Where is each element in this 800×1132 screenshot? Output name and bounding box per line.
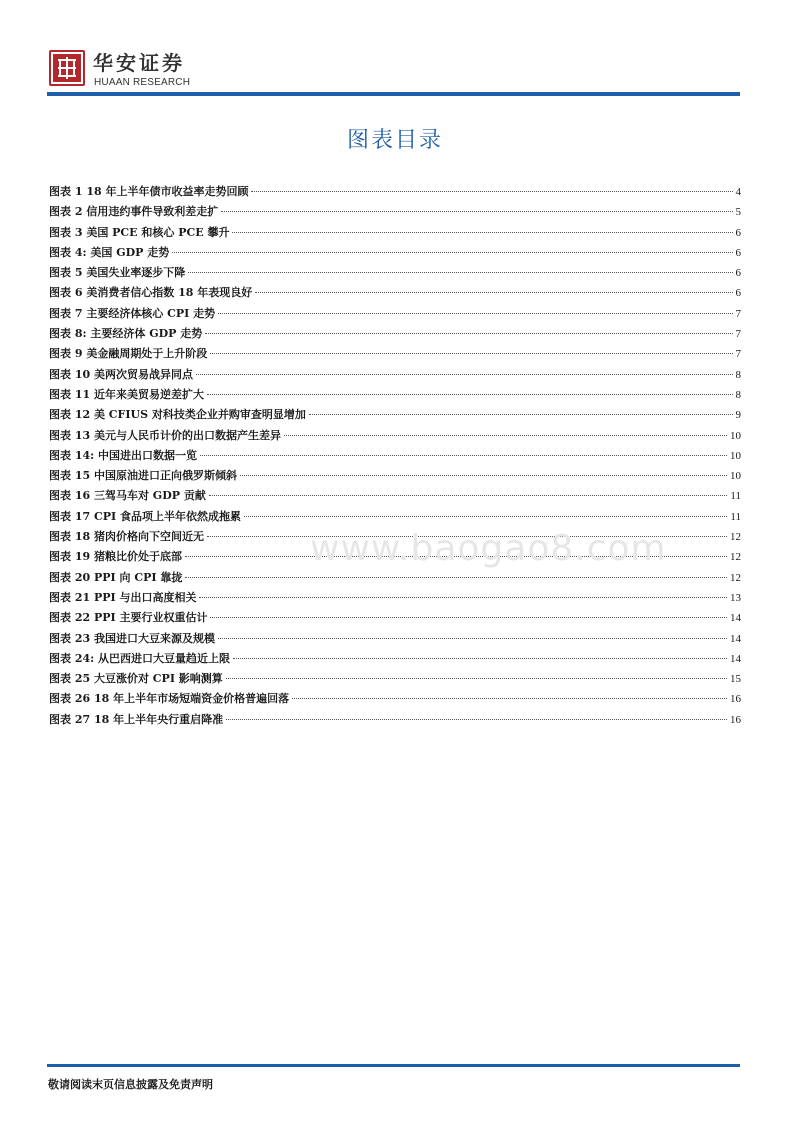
header-divider — [47, 92, 740, 96]
toc-entry-label: 图表 24: 从巴西进口大豆量趋近上限 — [49, 651, 231, 665]
toc-entry[interactable] — [49, 507, 741, 527]
toc-entry-label: 图表 16 三驾马车对 GDP 贡献 — [49, 489, 206, 503]
toc-entry[interactable] — [49, 324, 741, 344]
toc-dot-leader — [251, 190, 732, 192]
toc-entry-page-number: 10 — [730, 429, 741, 442]
toc-entry-page-number: 6 — [735, 246, 741, 259]
page-header — [0, 0, 800, 100]
toc-entry-page-number: 11 — [730, 490, 741, 503]
toc-entry-label: 图表 5 美国失业率逐步下降 — [49, 266, 186, 280]
toc-entry[interactable] — [49, 608, 741, 628]
toc-entry-page-number: 7 — [735, 307, 741, 320]
toc-dot-leader — [226, 677, 727, 679]
toc-entry[interactable] — [49, 202, 741, 222]
toc-entry-label: 图表 18 猪肉价格向下空间近无 — [49, 530, 204, 544]
toc-dot-leader — [292, 697, 727, 699]
toc-entry[interactable] — [49, 243, 741, 263]
toc-entry[interactable] — [49, 385, 741, 405]
toc-entry-page-number: 14 — [730, 632, 741, 645]
toc-entry[interactable] — [49, 588, 741, 608]
toc-entry-page-number: 9 — [735, 409, 741, 422]
toc-dot-leader — [200, 454, 727, 456]
toc-dot-leader — [210, 352, 732, 354]
page-title: 图表目录 — [346, 128, 443, 153]
toc-dot-leader — [284, 434, 727, 436]
toc-entry-page-number: 4 — [735, 186, 741, 198]
toc-entry[interactable] — [49, 649, 741, 669]
toc-dot-leader — [209, 494, 728, 496]
watermark: www.baogao8.com — [310, 528, 667, 569]
toc-entry[interactable] — [49, 426, 741, 446]
brand-name-en: HUAAN RESEARCH — [94, 77, 191, 88]
toc-entry-page-number: 14 — [730, 612, 741, 625]
toc-entry-page-number: 7 — [735, 348, 741, 361]
toc-entry-label: 图表 6 美消费者信心指数 18 年表现良好 — [49, 286, 253, 300]
toc-entry-label: 图表 20 PPI 向 CPI 靠拢 — [49, 570, 183, 584]
toc-entry-page-number: 12 — [730, 531, 741, 544]
toc-entry-page-number: 5 — [735, 206, 741, 219]
toc-entry[interactable] — [49, 446, 741, 466]
toc-entry[interactable] — [49, 689, 741, 709]
toc-dot-leader — [226, 718, 727, 720]
toc-entry[interactable] — [49, 182, 741, 202]
toc-entry[interactable] — [49, 365, 741, 385]
toc-entry[interactable] — [49, 263, 741, 283]
toc-entry-label: 图表 14: 中国进出口数据一览 — [49, 448, 198, 462]
toc-entry[interactable] — [49, 405, 741, 425]
toc-entry-page-number: 6 — [735, 287, 741, 300]
footer-disclaimer: 敬请阅读末页信息披露及免责声明 — [48, 1078, 213, 1091]
toc-dot-leader — [188, 271, 732, 273]
toc-entry-page-number: 8 — [735, 368, 741, 381]
toc-entry[interactable] — [49, 710, 741, 730]
toc-entry-page-number: 8 — [735, 388, 741, 401]
toc-entry-label: 图表 3 美国 PCE 和核心 PCE 攀升 — [49, 225, 230, 239]
toc-entry[interactable] — [49, 466, 741, 486]
toc-dot-leader — [244, 515, 727, 517]
huaan-seal-logo-icon — [49, 50, 85, 86]
toc-entry-page-number: 16 — [730, 713, 741, 726]
toc-entry[interactable] — [49, 304, 741, 324]
toc-entry-label: 图表 27 18 年上半年央行重启降准 — [49, 712, 224, 726]
toc-entry-label: 图表 8: 主要经济体 GDP 走势 — [49, 327, 203, 341]
toc-entry[interactable] — [49, 629, 741, 649]
toc-entry-page-number: 6 — [735, 267, 741, 280]
toc-dot-leader — [218, 637, 727, 639]
toc-entry[interactable] — [49, 568, 741, 588]
toc-entry-label: 图表 4: 美国 GDP 走势 — [49, 245, 170, 259]
brand-name-cn: 华安证券 — [93, 51, 185, 75]
toc-dot-leader — [232, 231, 732, 233]
toc-dot-leader — [218, 312, 732, 314]
toc-entry-page-number: 6 — [735, 226, 741, 239]
table-of-figures — [49, 182, 741, 730]
toc-dot-leader — [309, 413, 733, 415]
toc-entry-label: 图表 13 美元与人民币计价的出口数据产生差异 — [49, 428, 281, 442]
footer-divider — [47, 1064, 740, 1067]
toc-dot-leader — [240, 474, 727, 476]
toc-dot-leader — [255, 291, 732, 293]
toc-dot-leader — [221, 210, 732, 212]
toc-dot-leader — [205, 332, 732, 334]
toc-dot-leader — [210, 616, 727, 618]
toc-entry[interactable] — [49, 669, 741, 689]
toc-entry-page-number: 10 — [730, 470, 741, 483]
toc-entry-label: 图表 2 信用违约事件导致利差走扩 — [49, 205, 219, 219]
toc-dot-leader — [233, 657, 727, 659]
toc-entry-label: 图表 12 美 CFIUS 对科技类企业并购审查明显增加 — [49, 408, 306, 422]
toc-entry-page-number: 11 — [730, 510, 741, 523]
toc-entry-label: 图表 23 我国进口大豆来源及规模 — [49, 631, 215, 645]
toc-entry-page-number: 16 — [730, 693, 741, 706]
toc-entry-label: 图表 11 近年来美贸易逆差扩大 — [49, 387, 204, 401]
toc-dot-leader — [185, 576, 727, 578]
toc-entry-label: 图表 7 主要经济体核心 CPI 走势 — [49, 306, 216, 320]
toc-entry-page-number: 13 — [730, 591, 741, 604]
toc-entry-label: 图表 22 PPI 主要行业权重估计 — [49, 611, 208, 625]
toc-entry-page-number: 10 — [730, 449, 741, 462]
toc-dot-leader — [199, 596, 727, 598]
toc-entry-label: 图表 21 PPI 与出口高度相关 — [49, 590, 197, 604]
toc-entry-page-number: 7 — [735, 328, 741, 341]
toc-entry-label: 图表 25 大豆涨价对 CPI 影响测算 — [49, 672, 223, 686]
toc-entry-label: 图表 15 中国原油进口正向俄罗斯倾斜 — [49, 469, 237, 483]
toc-entry[interactable] — [49, 223, 741, 243]
toc-entry-label: 图表 10 美两次贸易战异同点 — [49, 367, 193, 381]
toc-entry-label: 图表 26 18 年上半年市场短端资金价格普遍回落 — [49, 692, 290, 706]
toc-dot-leader — [196, 373, 733, 375]
toc-entry-page-number: 12 — [730, 571, 741, 584]
toc-entry[interactable] — [49, 283, 741, 303]
toc-entry-label: 图表 9 美金融周期处于上升阶段 — [49, 347, 208, 361]
toc-entry-page-number: 12 — [730, 551, 741, 564]
toc-entry-label: 图表 1 18 年上半年债市收益率走势回顾 — [49, 185, 249, 198]
toc-entry-label: 图表 17 CPI 食品项上半年依然成拖累 — [49, 509, 241, 523]
toc-entry[interactable] — [49, 486, 741, 506]
toc-dot-leader — [172, 251, 732, 253]
toc-entry-label: 图表 19 猪粮比价处于底部 — [49, 550, 182, 564]
toc-entry-page-number: 14 — [730, 652, 741, 665]
toc-entry-page-number: 15 — [730, 673, 741, 686]
toc-dot-leader — [207, 393, 733, 395]
toc-entry[interactable] — [49, 344, 741, 364]
